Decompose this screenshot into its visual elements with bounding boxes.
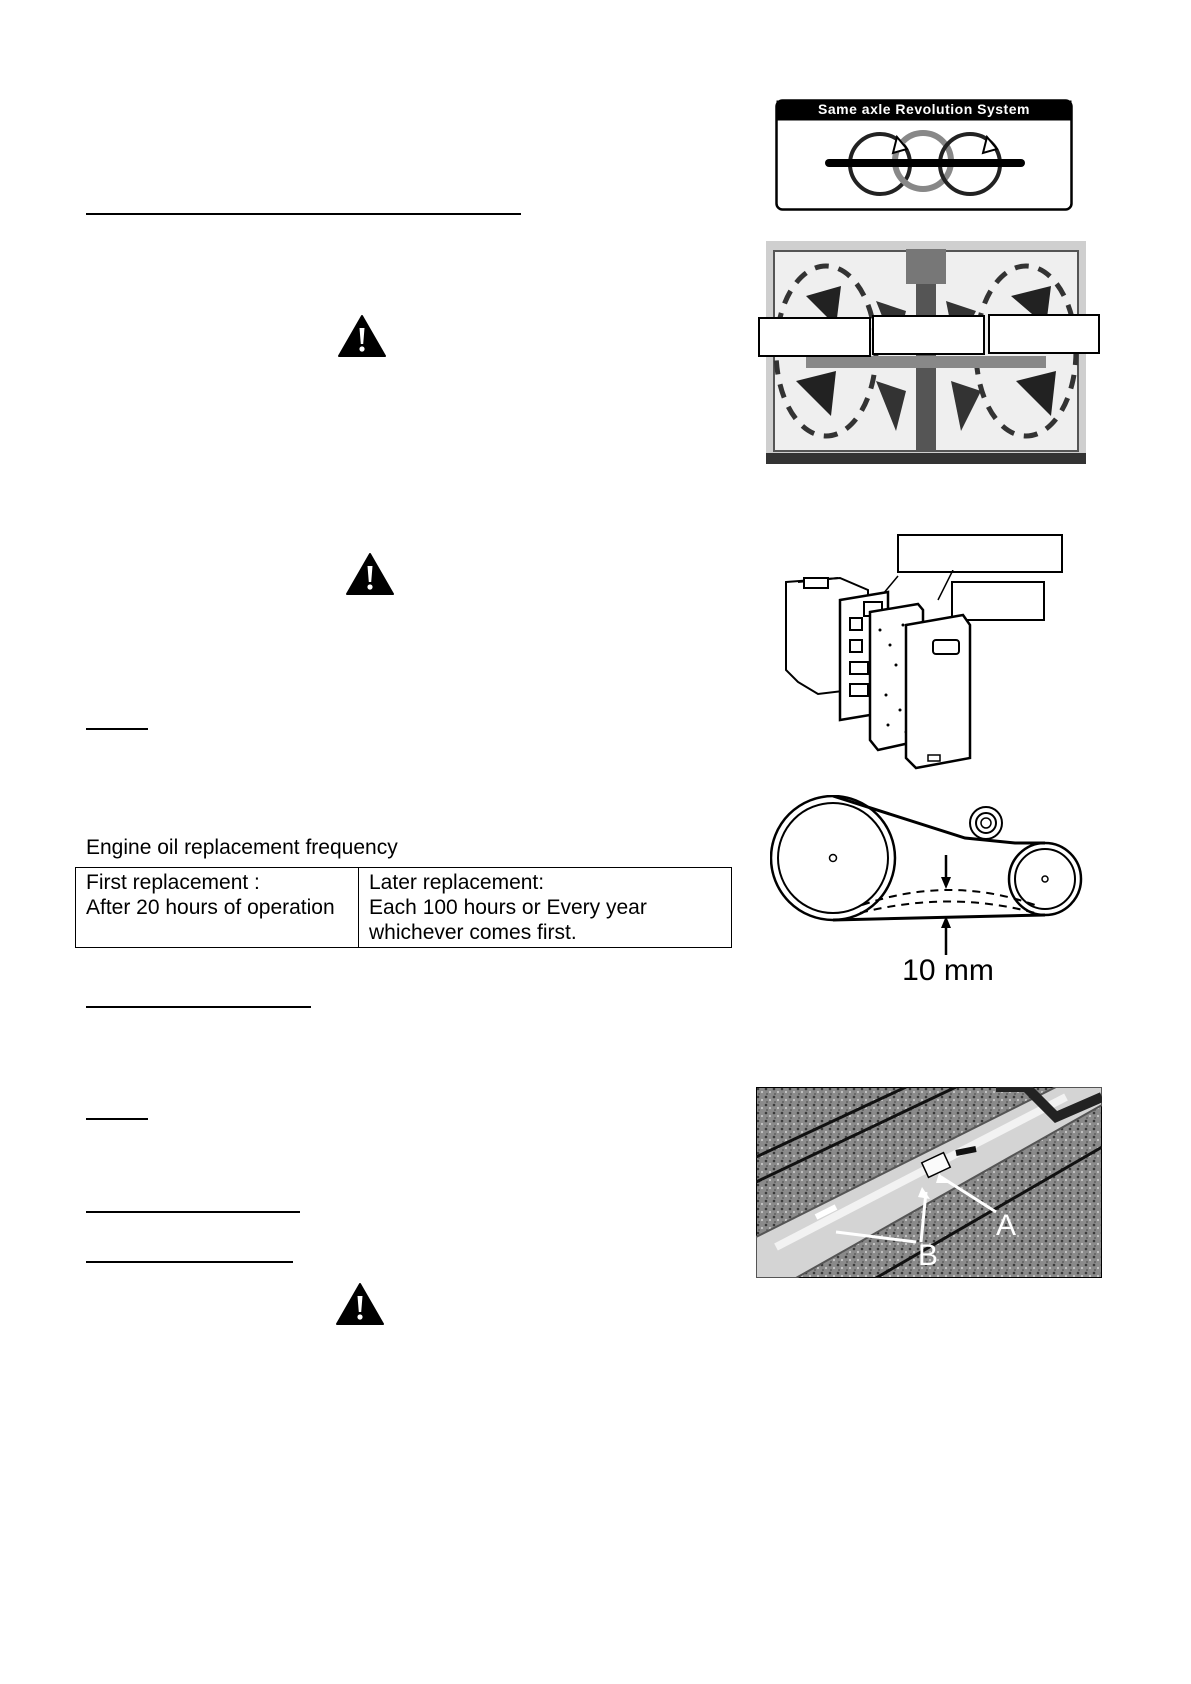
table-cell-first xyxy=(76,868,359,948)
badge-title: Same axle Revolution System xyxy=(818,101,1030,117)
revolution-system-badge xyxy=(775,99,1073,211)
later-replacement-note: whichever comes first. xyxy=(369,921,577,944)
label-box-middle xyxy=(872,315,985,355)
warning-icon xyxy=(335,1282,385,1326)
label-box-left xyxy=(758,317,871,357)
label-box-right xyxy=(988,314,1100,354)
first-replacement-value: After 20 hours of operation xyxy=(86,896,335,919)
cable-photo xyxy=(756,1087,1102,1278)
table-cell-later xyxy=(359,868,732,948)
warning-icon xyxy=(337,314,387,358)
warning-icon xyxy=(345,552,395,596)
oil-replacement-table xyxy=(75,867,732,948)
section-underline-4 xyxy=(86,1118,148,1120)
callout-label-a: A xyxy=(996,1209,1017,1242)
callout-label-b: B xyxy=(918,1239,939,1272)
section-underline-3 xyxy=(86,1006,311,1008)
first-replacement-label: First replacement : xyxy=(86,871,260,894)
section-underline-2 xyxy=(86,728,148,730)
table-row xyxy=(76,868,732,948)
section-underline-1 xyxy=(86,213,521,215)
section-underline-5 xyxy=(86,1211,300,1213)
belt-measure-label: 10 mm xyxy=(902,954,994,987)
later-replacement-value: Each 100 hours or Every year xyxy=(369,896,647,919)
section-underline-6 xyxy=(86,1261,293,1263)
belt-tension-diagram xyxy=(770,795,1090,995)
oil-frequency-heading: Engine oil replacement frequency xyxy=(86,836,398,859)
later-replacement-label: Later replacement: xyxy=(369,871,545,894)
air-filter-diagram xyxy=(778,570,998,775)
label-box-filter-1 xyxy=(897,534,1063,573)
